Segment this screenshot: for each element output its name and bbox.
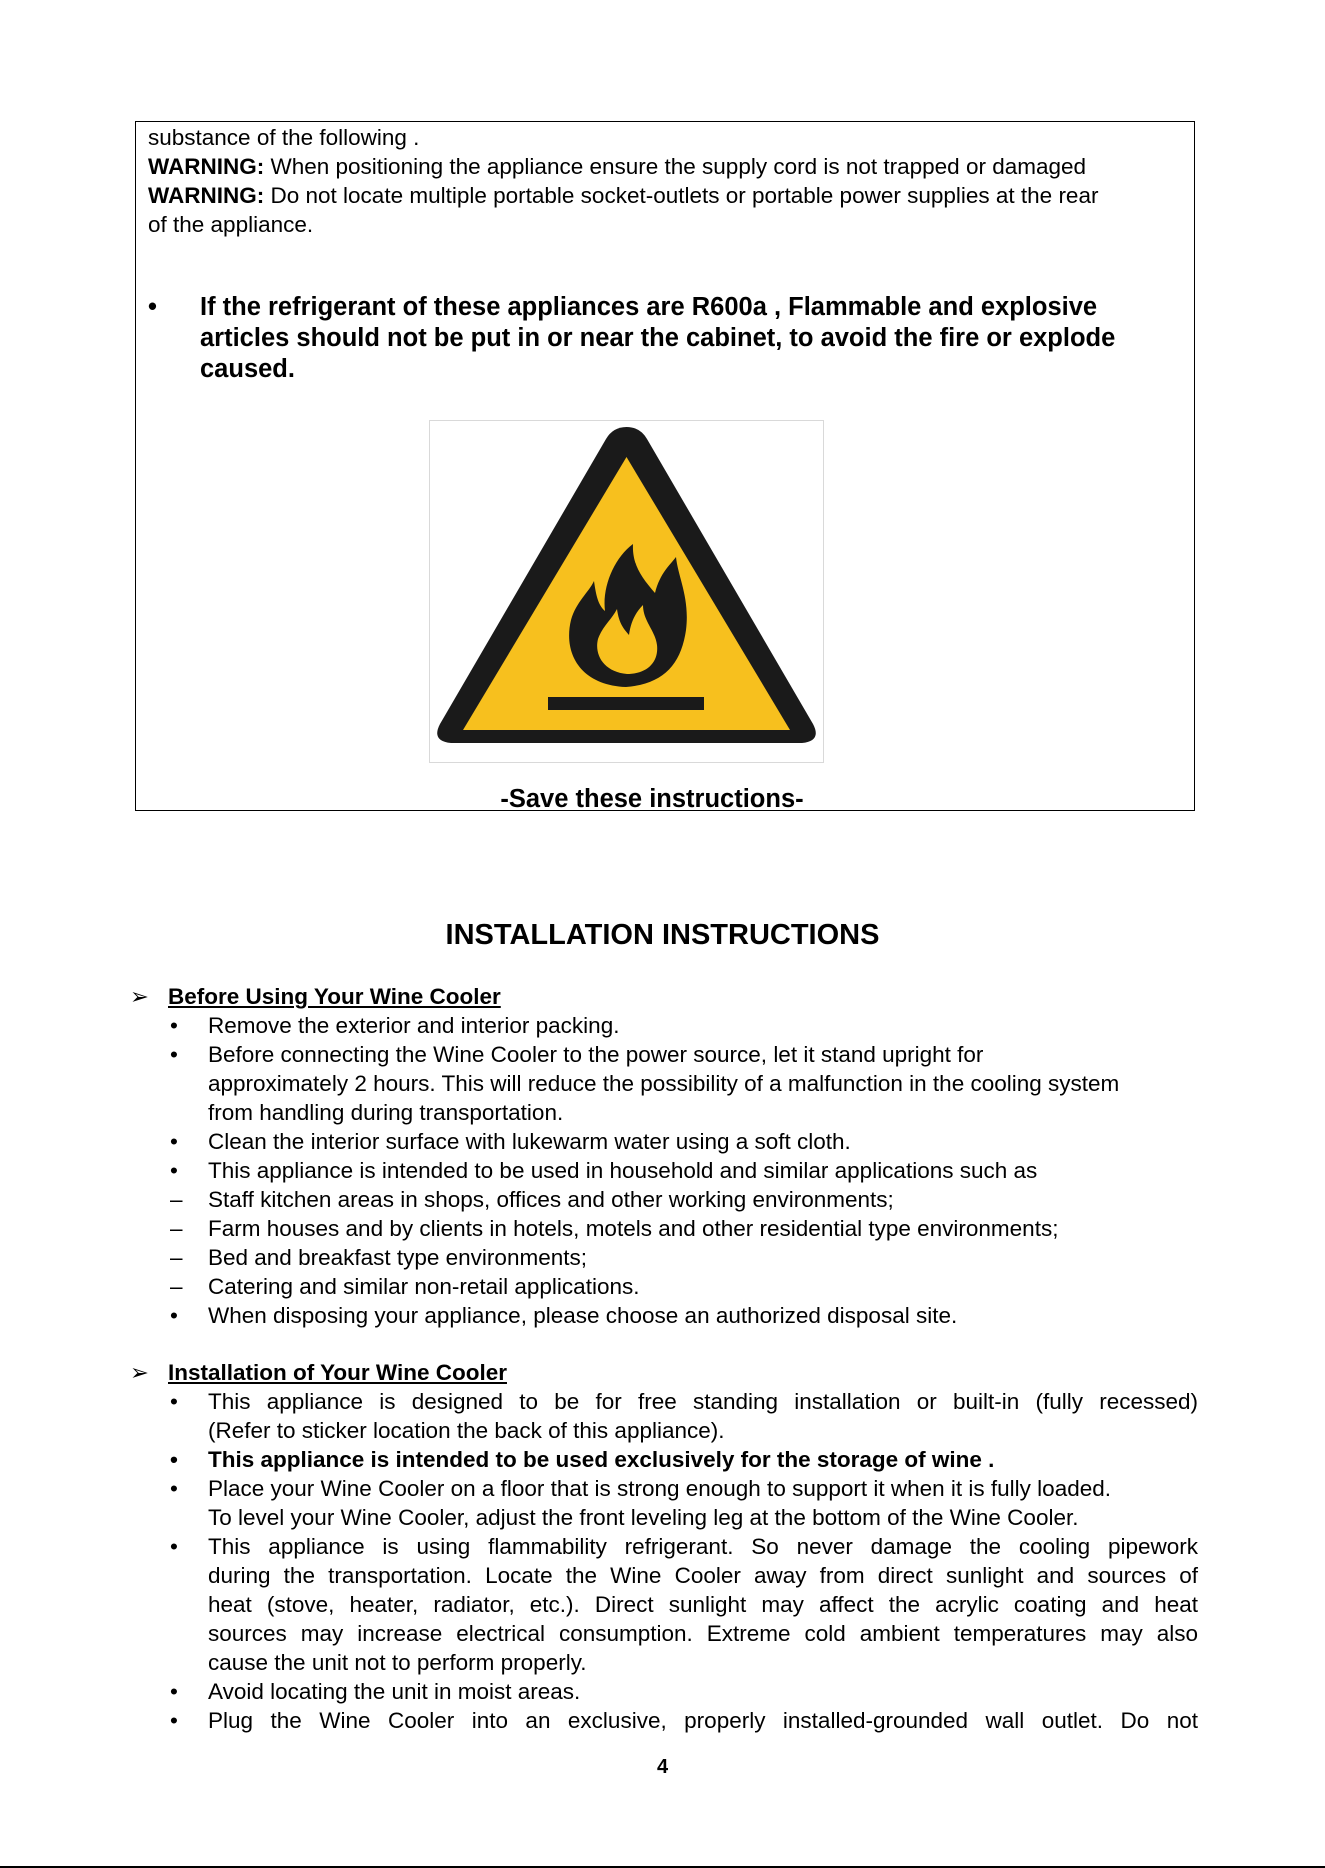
- warning-line-outlets: [148, 181, 1098, 210]
- bullet-marker: •: [170, 1303, 178, 1328]
- bullet-marker: •: [170, 1679, 178, 1704]
- list-item: [170, 1706, 1198, 1735]
- item-line: When disposing your appliance, please choose an authorized disposal site.: [208, 1303, 958, 1328]
- bullet-marker: •: [170, 1129, 178, 1154]
- item-line: Before connecting the Wine Cooler to the power source, let it stand upright for: [208, 1042, 984, 1067]
- item-line: Catering and similar non-retail applications.: [208, 1274, 640, 1299]
- item-line: To level your Wine Cooler, adjust the front leveling leg at the bottom of the Wine Cooler.: [208, 1505, 1079, 1530]
- bullet-marker: •: [170, 1708, 178, 1733]
- list-item: [170, 1243, 1198, 1272]
- item-line: Place your Wine Cooler on a floor that is strong enough to support it when it is fully loaded.: [208, 1476, 1111, 1501]
- item-line: This appliance is intended to be used exclusively for the storage of wine .: [208, 1447, 995, 1472]
- before-using-heading: [130, 982, 501, 1011]
- item-line: (Refer to sticker location the back of this appliance).: [208, 1418, 725, 1443]
- refrigerant-warning-text: If the refrigerant of these appliances are R600a , Flammable and explosive articles should not be put in or near the cabinet, to avoid the fire or explode caused.: [200, 293, 1116, 383]
- item-line: Avoid locating the unit in moist areas.: [208, 1679, 581, 1704]
- dash-marker: –: [170, 1216, 183, 1241]
- heading-label: Installation of Your Wine Cooler: [168, 1360, 507, 1385]
- bullet-marker: •: [170, 1013, 178, 1038]
- list-item: [170, 1185, 1198, 1214]
- item-line: sources may increase electrical consumption. Extreme cold ambient temperatures may also: [208, 1621, 1198, 1646]
- warning-intro-line: substance of the following .: [148, 125, 420, 150]
- item-line: cause the unit not to perform properly.: [208, 1650, 587, 1675]
- warning-label: WARNING:: [148, 183, 265, 208]
- item-line: This appliance is intended to be used in household and similar applications such as: [208, 1158, 1038, 1183]
- warning-text: When positioning the appliance ensure the supply cord is not trapped or damaged: [264, 154, 1087, 179]
- warning-line-cord: [148, 152, 1086, 181]
- list-item: [170, 1272, 1198, 1301]
- section-title: INSTALLATION INSTRUCTIONS: [445, 919, 880, 951]
- list-item: [170, 1127, 1198, 1156]
- item-line: Bed and breakfast type environments;: [208, 1245, 587, 1270]
- item-line: Farm houses and by clients in hotels, motels and other residential type environments;: [208, 1216, 1059, 1241]
- bullet-marker: •: [170, 1389, 178, 1414]
- item-line: approximately 2 hours. This will reduce the possibility of a malfunction in the cooling system: [208, 1071, 1120, 1096]
- list-item: [170, 1156, 1198, 1185]
- installation-heading: [130, 1358, 507, 1387]
- warning-label: WARNING:: [148, 154, 265, 179]
- arrow-bullet-icon: ➢: [130, 1360, 149, 1385]
- item-line: Staff kitchen areas in shops, offices and other working environments;: [208, 1187, 894, 1212]
- item-line: during the transportation. Locate the Wine Cooler away from direct sunlight and sources of: [208, 1563, 1198, 1588]
- list-item: [170, 1474, 1198, 1532]
- item-line: from handling during transportation.: [208, 1100, 564, 1125]
- arrow-bullet-icon: ➢: [130, 984, 149, 1009]
- list-item: [170, 1040, 1198, 1127]
- bullet-marker: •: [170, 1447, 178, 1472]
- list-item: [170, 1301, 1198, 1330]
- item-line: This appliance is using flammability refrigerant. So never damage the cooling pipework: [208, 1534, 1198, 1559]
- list-item: [170, 1214, 1198, 1243]
- list-item: [170, 1011, 1198, 1040]
- bullet-marker: •: [148, 293, 157, 321]
- list-item: [170, 1387, 1198, 1445]
- item-line: This appliance is designed to be for free standing installation or built-in (fully recessed): [208, 1389, 1198, 1414]
- item-line: Plug the Wine Cooler into an exclusive, properly installed-grounded wall outlet. Do not: [208, 1708, 1198, 1733]
- item-line: heat (stove, heater, radiator, etc.). Direct sunlight may affect the acrylic coating and heat: [208, 1592, 1198, 1617]
- item-line: Clean the interior surface with lukewarm water using a soft cloth.: [208, 1129, 851, 1154]
- save-instructions-note: -Save these instructions-: [500, 785, 804, 813]
- list-item: [170, 1532, 1198, 1677]
- bullet-marker: •: [170, 1158, 178, 1183]
- bullet-marker: •: [170, 1476, 178, 1501]
- dash-marker: –: [170, 1245, 183, 1270]
- list-item: [170, 1445, 1198, 1474]
- item-line: Remove the exterior and interior packing.: [208, 1013, 620, 1038]
- page-number: 4: [656, 1756, 669, 1778]
- dash-marker: –: [170, 1187, 183, 1212]
- warning-text: Do not locate multiple portable socket-outlets or portable power supplies at the rear: [264, 183, 1099, 208]
- warning-line-rear: of the appliance.: [148, 212, 314, 237]
- dash-marker: –: [170, 1274, 183, 1299]
- warning-box: [135, 121, 1195, 811]
- flammable-sign-frame: [429, 420, 824, 763]
- flammable-warning-icon: [430, 421, 823, 762]
- list-item: [170, 1677, 1198, 1706]
- bullet-marker: •: [170, 1534, 178, 1559]
- bullet-marker: •: [170, 1042, 178, 1067]
- heading-label: Before Using Your Wine Cooler: [168, 984, 501, 1009]
